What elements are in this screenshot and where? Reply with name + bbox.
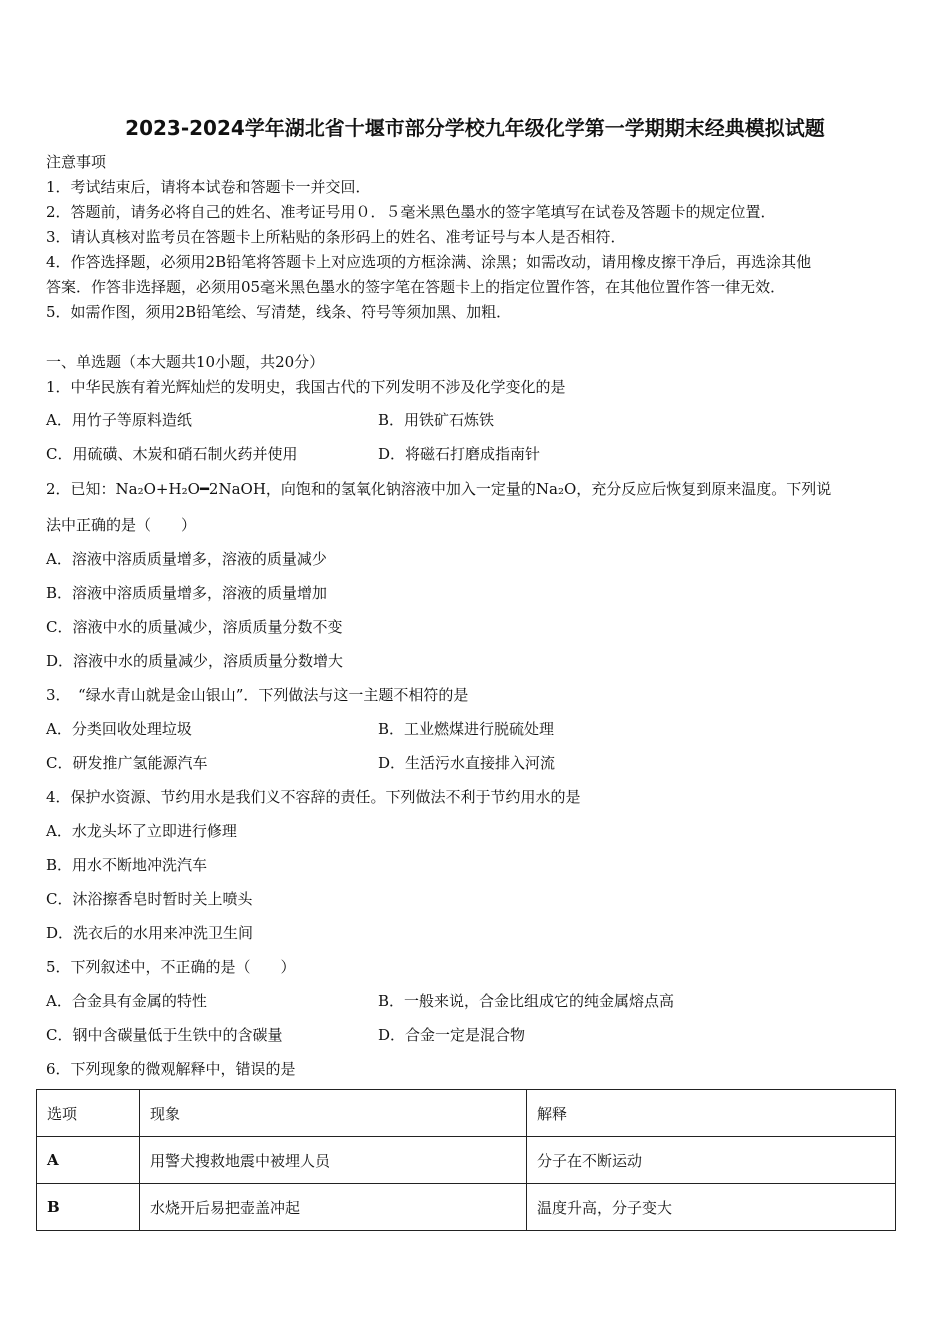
q4-option-a: A．水龙头坏了立即进行修理	[46, 822, 237, 840]
q1-option-b: B．用铁矿石炼铁	[378, 411, 495, 429]
q3-option-a: A．分类回收处理垃圾	[46, 720, 192, 738]
table-row	[37, 1184, 896, 1231]
q2-option-c: C．溶液中水的质量减少，溶质质量分数不变	[46, 618, 343, 636]
q5-option-c: C．钢中含碳量低于生铁中的含碳量	[46, 1026, 283, 1044]
table-header-row	[37, 1090, 896, 1137]
q4-option-d: D．洗衣后的水用来冲洗卫生间	[46, 924, 254, 942]
q3-stem: 3． “绿水青山就是金山银山”．下列做法与这一主题不相符的是	[46, 686, 469, 704]
q1-stem: 1．中华民族有着光辉灿烂的发明史，我国古代的下列发明不涉及化学变化的是	[46, 378, 566, 396]
q2-stem: 2．已知：Na₂O+H₂O━2NaOH，向饱和的氢氧化钠溶液中加入一定量的Na₂O，充分反应后恢复到原来温度。下列说	[46, 480, 832, 498]
table-cell-phenomenon: 水烧开后易把壶盖冲起	[140, 1184, 527, 1231]
q5-option-d: D．合金一定是混合物	[378, 1026, 526, 1044]
q2-option-b: B．溶液中溶质质量增多，溶液的质量增加	[46, 584, 328, 602]
notice-item: 答案．作答非选择题，必须用05毫米黑色墨水的签字笔在答题卡上的指定位置作答，在其他位置作答一律无效．	[46, 278, 786, 296]
q4-stem: 4．保护水资源、节约用水是我们义不容辞的责任。下列做法不利于节约用水的是	[46, 788, 581, 806]
q2-option-d: D．溶液中水的质量减少，溶质质量分数增大	[46, 652, 344, 670]
notice-item: 2．答题前，请务必将自己的姓名、准考证号用０．５毫米黑色墨水的签字笔填写在试卷及答题卡的规定位置．	[46, 203, 776, 221]
q4-option-b: B．用水不断地冲洗汽车	[46, 856, 208, 874]
page-title: 2023-2024学年湖北省十堰市部分学校九年级化学第一学期期末经典模拟试题	[125, 116, 825, 140]
table-row	[37, 1137, 896, 1184]
q3-option-d: D．生活污水直接排入河流	[378, 754, 556, 772]
q5-option-b: B．一般来说，合金比组成它的纯金属熔点高	[378, 992, 675, 1010]
header-cell-phenomenon: 现象	[140, 1090, 527, 1137]
notice-item: 4．作答选择题，必须用2B铅笔将答题卡上对应选项的方框涂满、涂黑；如需改动，请用橡皮擦干净后，再选涂其他	[46, 253, 812, 271]
q2-option-a: A．溶液中溶质质量增多，溶液的质量减少	[46, 550, 327, 568]
notice-item: 5．如需作图，须用2B铅笔绘、写清楚，线条、符号等须加黑、加粗．	[46, 303, 512, 321]
q6-table	[36, 1089, 896, 1231]
table-cell-option: A	[37, 1137, 140, 1184]
notice-item: 3．请认真核对监考员在答题卡上所粘贴的条形码上的姓名、准考证号与本人是否相符．	[46, 228, 626, 246]
table-cell-explanation: 分子在不断运动	[527, 1137, 896, 1184]
q6-stem: 6．下列现象的微观解释中，错误的是	[46, 1060, 296, 1078]
q2-stem-cont: 法中正确的是（ ）	[46, 516, 197, 534]
section-heading: 一、单选题（本大题共10小题，共20分）	[46, 353, 325, 371]
header-cell-explanation: 解释	[527, 1090, 896, 1137]
q1-option-c: C．用硫磺、木炭和硝石制火药并使用	[46, 445, 298, 463]
q5-stem: 5．下列叙述中，不正确的是（ ）	[46, 958, 296, 976]
notice-heading: 注意事项	[46, 153, 107, 171]
q4-option-c: C．沐浴擦香皂时暂时关上喷头	[46, 890, 253, 908]
q1-option-a: A．用竹子等原料造纸	[46, 411, 192, 429]
q5-option-a: A．合金具有金属的特性	[46, 992, 207, 1010]
q1-option-d: D．将磁石打磨成指南针	[378, 445, 541, 463]
notice-item: 1．考试结束后，请将本试卷和答题卡一并交回．	[46, 178, 371, 196]
table-cell-option: B	[37, 1184, 140, 1231]
q3-option-c: C．研发推广氢能源汽车	[46, 754, 208, 772]
table-cell-phenomenon: 用警犬搜救地震中被埋人员	[140, 1137, 527, 1184]
table-cell-explanation: 温度升高，分子变大	[527, 1184, 896, 1231]
q3-option-b: B．工业燃煤进行脱硫处理	[378, 720, 555, 738]
header-cell-option: 选项	[37, 1090, 140, 1137]
